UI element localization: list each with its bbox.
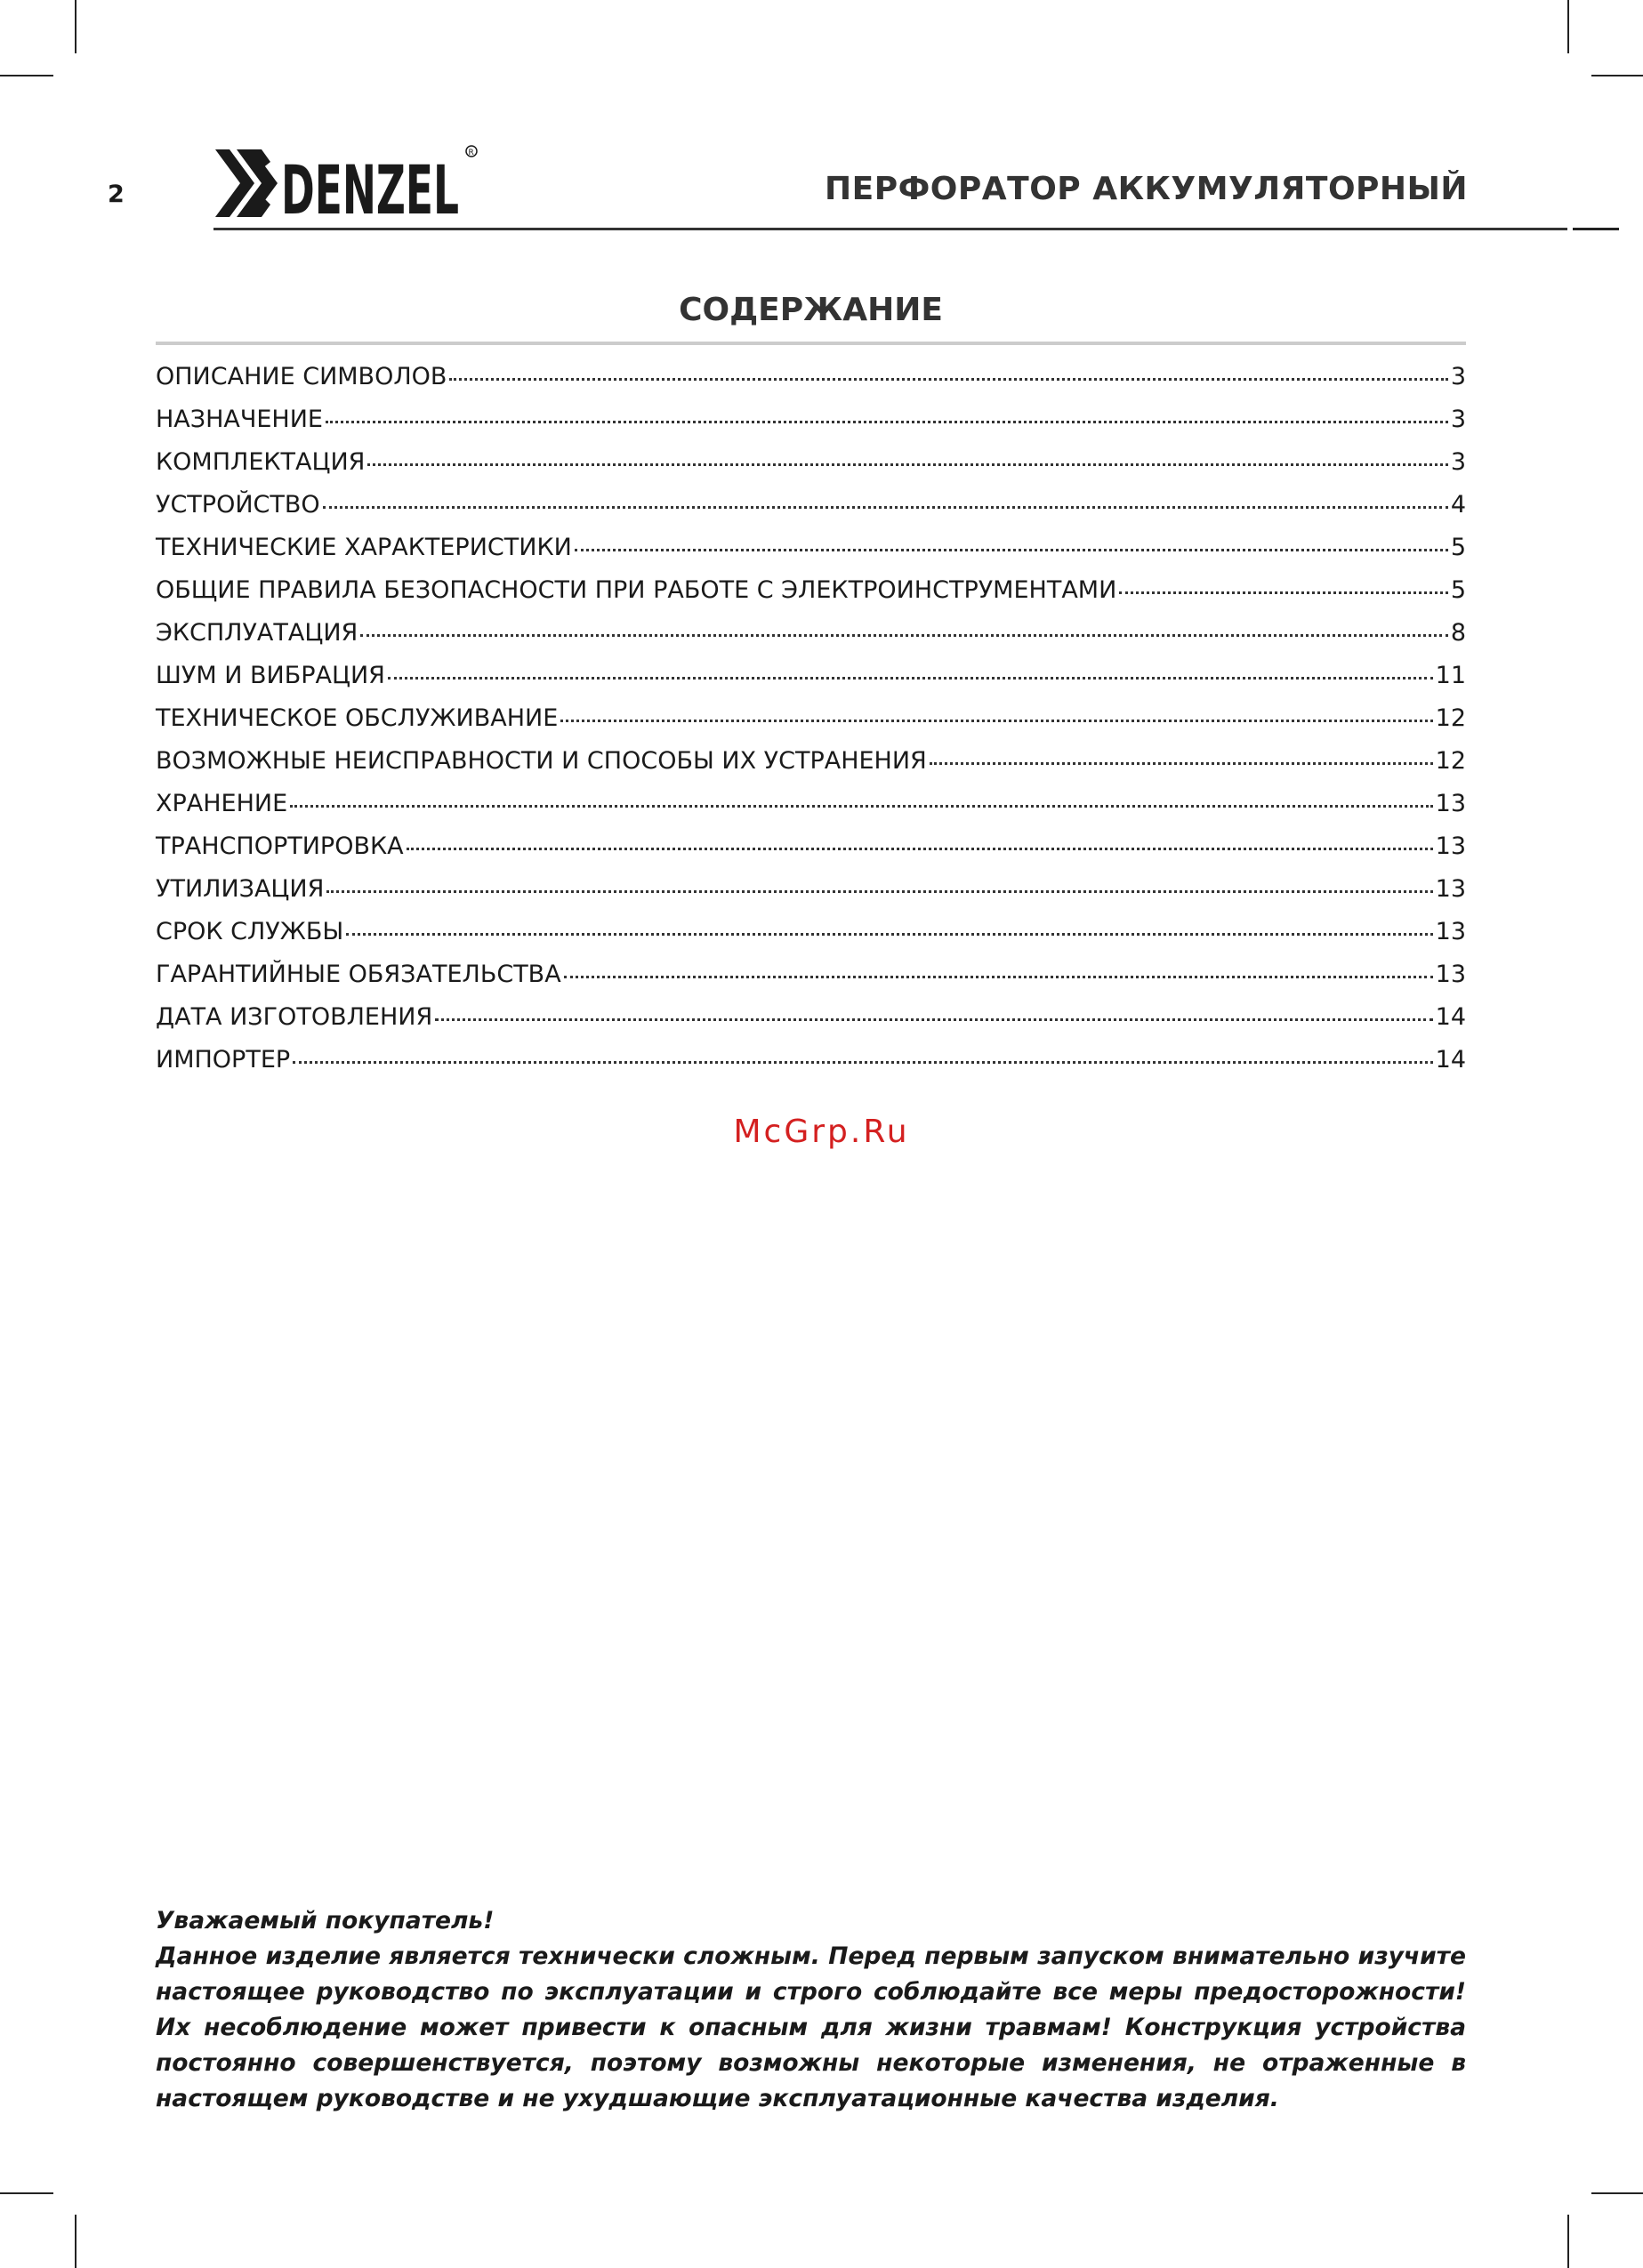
toc-entry-title: ГАРАНТИЙНЫЕ ОБЯЗАТЕЛЬСТВА [156,961,561,988]
crop-mark [1591,2192,1643,2194]
toc-entry[interactable] [156,662,1466,704]
toc-entry[interactable] [156,1003,1466,1046]
crop-mark [1591,75,1643,76]
toc-entry[interactable] [156,961,1466,1003]
toc-entry-title: ТЕХНИЧЕСКИЕ ХАРАКТЕРИСТИКИ [156,534,572,561]
crop-mark [0,75,53,76]
toc-entry[interactable] [156,790,1466,832]
toc-leader [449,378,1447,381]
toc-entry-page: 13 [1435,832,1466,860]
crop-mark [1567,2215,1569,2268]
toc-entry-title: УТИЛИЗАЦИЯ [156,875,325,903]
toc-leader [360,634,1448,637]
toc-entry-title: ОБЩИЕ ПРАВИЛА БЕЗОПАСНОСТИ ПРИ РАБОТЕ С ЭЛЕКТРОИНСТРУМЕНТАМИ [156,576,1117,604]
crop-mark [1567,0,1569,53]
brand-logo [213,142,480,224]
toc-entry-page: 4 [1450,491,1466,519]
toc-leader [407,848,1433,850]
toc-entry-title: ХРАНЕНИЕ [156,790,288,817]
crop-mark [0,2192,53,2194]
toc-entry[interactable] [156,491,1466,534]
toc-entry-page: 3 [1450,406,1466,433]
toc-leader [346,933,1432,936]
toc-leader [1119,591,1448,594]
toc-entry-page: 12 [1435,704,1466,732]
svg-text:R: R [468,149,474,157]
page-number: 2 [108,181,125,208]
toc-leader [435,1018,1432,1021]
toc-entry-page: 13 [1435,918,1466,945]
watermark-link[interactable]: McGrp.Ru [733,1114,910,1150]
toc-leader [323,506,1448,509]
toc-leader [388,677,1433,680]
toc-entry-title: СРОК СЛУЖБЫ [156,918,344,945]
toc-entry-title: ДАТА ИЗГОТОВЛЕНИЯ [156,1003,433,1031]
toc-entry-title: ШУМ И ВИБРАЦИЯ [156,662,385,689]
toc-leader [326,421,1448,423]
toc-leader [560,720,1432,722]
notice-greeting: Уважаемый покупатель! [156,1907,495,1934]
toc-entry-page: 12 [1435,747,1466,775]
toc-entry-page: 14 [1435,1046,1466,1074]
toc-entry[interactable] [156,406,1466,448]
crop-mark [75,0,77,53]
table-of-contents [156,363,1466,1089]
toc-entry[interactable] [156,1046,1466,1089]
toc-entry-title: НАЗНАЧЕНИЕ [156,406,323,433]
denzel-logo-icon [213,142,480,224]
toc-entry-page: 8 [1450,619,1466,647]
toc-entry[interactable] [156,704,1466,747]
toc-entry-title: ОПИСАНИЕ СИМВОЛОВ [156,363,447,390]
toc-entry-title: ТРАНСПОРТИРОВКА [156,832,404,860]
toc-entry-page: 13 [1435,790,1466,817]
toc-entry-title: ВОЗМОЖНЫЕ НЕИСПРАВНОСТИ И СПОСОБЫ ИХ УСТРАНЕНИЯ [156,747,927,775]
toc-entry-title: УСТРОЙСТВО [156,491,320,519]
toc-leader [930,762,1433,765]
toc-entry[interactable] [156,363,1466,406]
toc-entry[interactable] [156,534,1466,576]
toc-entry-page: 14 [1435,1003,1466,1031]
header-divider-tail [1573,228,1619,230]
toc-entry-page: 13 [1435,961,1466,988]
crop-mark [75,2215,77,2268]
document-title: ПЕРФОРАТОР АККУМУЛЯТОРНЫЙ [824,171,1468,207]
toc-heading: СОДЕРЖАНИЕ [679,292,943,328]
toc-leader [290,805,1432,808]
toc-entry-page: 5 [1450,534,1466,561]
toc-entry[interactable] [156,576,1466,619]
toc-entry-page: 11 [1435,662,1466,689]
toc-entry-title: ЭКСПЛУАТАЦИЯ [156,619,358,647]
toc-leader [564,976,1433,978]
brand-wordmark: DENZEL [281,150,459,224]
toc-entry-page: 3 [1450,363,1466,390]
toc-leader [367,463,1447,466]
header-divider [213,228,1567,230]
toc-leader [293,1061,1432,1064]
toc-entry-title: ТЕХНИЧЕСКОЕ ОБСЛУЖИВАНИЕ [156,704,559,732]
toc-entry[interactable] [156,448,1466,491]
toc-leader [326,890,1432,893]
toc-entry-title: ИМПОРТЕР [156,1046,291,1074]
toc-entry-page: 3 [1450,448,1466,476]
toc-leader [575,549,1448,551]
notice-body: Данное изделие является технически сложным. Перед первым запуском внимательно изучите настоящее руководство по эксплуатации и строго соблюдайте все меры предосторожности! Их несоблюдение может привести к опасным для жизни травмам! Конструкция устройства постоянно совершенствуется, поэтому возможны некоторые изменения, не отраженные в настоящем руководстве и не ухудшающие эксплуатационные качества изделия. [156,1942,1466,2112]
toc-entry[interactable] [156,875,1466,918]
toc-entry[interactable] [156,832,1466,875]
toc-entry[interactable] [156,619,1466,662]
toc-entry[interactable] [156,918,1466,961]
toc-entry-title: КОМПЛЕКТАЦИЯ [156,448,366,476]
toc-entry[interactable] [156,747,1466,790]
toc-entry-page: 5 [1450,576,1466,604]
toc-entry-page: 13 [1435,875,1466,903]
toc-divider [156,342,1466,345]
customer-notice [156,1903,1466,2117]
